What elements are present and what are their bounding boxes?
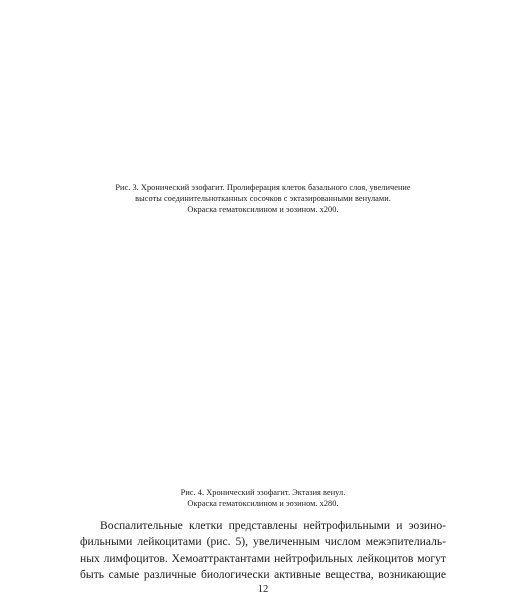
body-paragraph <box>80 518 446 583</box>
body-paragraph-line-3: ных лимфоцитов. Хемоаттрактантами нейтрофильных лейкоцитов могут <box>80 551 446 565</box>
figure-3-caption-line-1: Рис. 3. Хронический эзофагит. Пролиферация клеток базального слоя, увеличение <box>115 183 411 192</box>
figure-4-caption-line-1: Рис. 4. Хронический эзофагит. Эктазия венул. <box>180 488 346 497</box>
figure-3-caption-line-2: высоты соединительнотканных сосочков с эктазированными венулами. <box>135 194 391 204</box>
figure-4-caption <box>80 487 446 509</box>
figure-4-caption-line-2: Окраска гематоксилином и эозином. x280. <box>187 499 339 509</box>
figure-3-caption-line-3: Окраска гематоксилином и эозином. x200. <box>187 205 339 215</box>
figure-3-caption <box>80 182 446 216</box>
body-paragraph-line-4: быть самые различные биологически активные вещества, возникающие <box>80 567 446 581</box>
body-paragraph-line-1: Воспалительные клетки представлены нейтрофильными и эозино- <box>100 519 446 532</box>
body-paragraph-line-2: фильными лейкоцитами (рис. 5), увеличенным числом межэпителиаль- <box>80 535 446 549</box>
page-number: 12 <box>257 584 269 595</box>
